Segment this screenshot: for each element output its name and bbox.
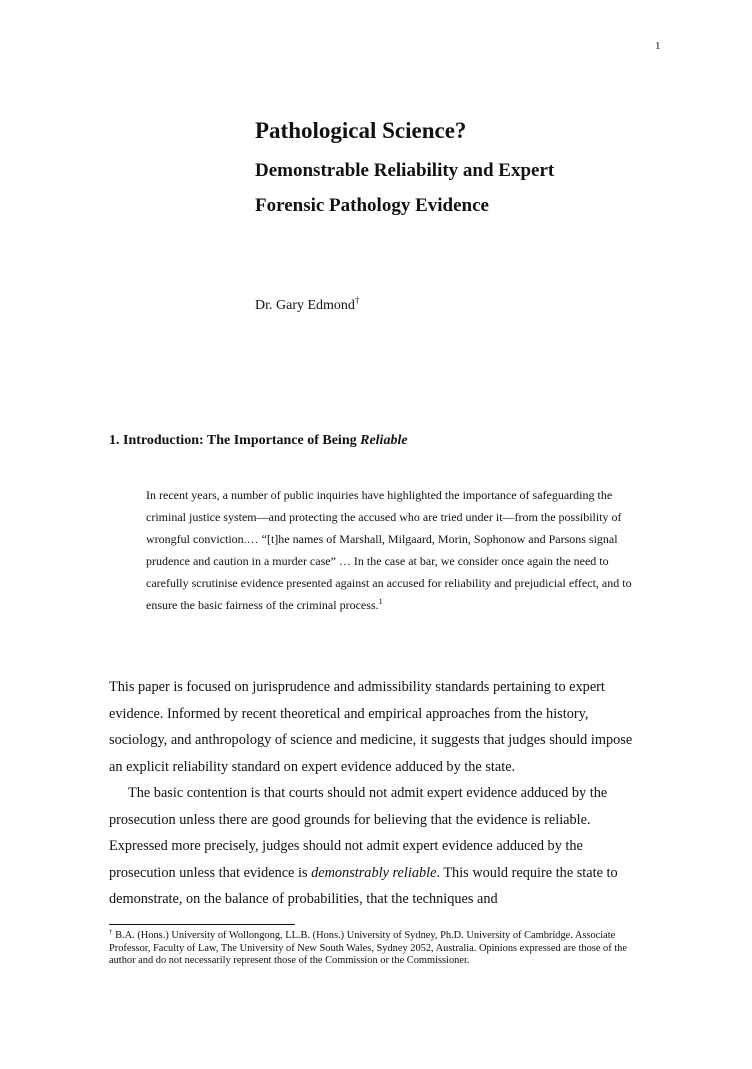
quote-footnote-marker[interactable]: 1	[378, 597, 383, 606]
body-paragraph-2	[109, 780, 649, 913]
body-paragraph-1: This paper is focused on jurisprudence and admissibility standards pertaining to expert evidence. Informed by recent theoretical and empirical approaches from the history, sociology, and anthropology of science and medicine, it suggests that judges should impose an explicit reliability standard on expert evidence adduced by the state.	[109, 679, 633, 775]
body-paragraph-2-emphasis: demonstrably reliable	[311, 864, 437, 881]
body-paragraph-2-text-a: The basic contention is that courts should not admit expert evidence adduced by the prosecution unless there are good grounds for believing that the evidence is reliable. Expressed more precisely, judges should not admit expert evidence adduced by the prosecution unless that evidence is	[109, 785, 608, 881]
author-name: Dr. Gary Edmond	[255, 298, 355, 313]
footnote-marker: †	[109, 928, 113, 936]
author-line	[255, 295, 360, 314]
quote-text: In recent years, a number of public inquiries have highlighted the importance of safeguarding the criminal justice system—and protecting the accused who are tried under it—from the possibility of wrongful conviction.… “[t]he names of Marshall, Milgaard, Morin, Sophonow and Parsons signal prudence and caution in a murder case” … In the case at bar, we consider once again the need to carefully scrutinise evidence presented against an accused for reliability and prejudicial effect, and to ensure the basic fairness of the criminal process.	[146, 488, 632, 612]
footnote-text: B.A. (Hons.) University of Wollongong, LL.B. (Hons.) University of Sydney, Ph.D. University of Cambridge. Associate Professor, Faculty of Law, The University of New South Wales, Sydney 2052, Australia. Opinions expressed are those of the author and do not necessarily represent those of the Commission or the Commissioner.	[109, 930, 627, 966]
footnote	[109, 930, 649, 968]
paper-subtitle-line-1: Demonstrable Reliability and Expert	[255, 160, 555, 181]
epigraph-quote	[146, 484, 646, 616]
section-heading-text: 1. Introduction: The Importance of Being	[109, 433, 361, 448]
body-paragraph-2-text-b: . This would require the state to demonstrate, on the balance of probabilities, that the techniques and	[109, 864, 618, 907]
paper-subtitle-line-2: Forensic Pathology Evidence	[255, 195, 489, 216]
author-footnote-marker[interactable]: †	[354, 295, 360, 305]
section-heading	[109, 433, 408, 449]
paper-title: Pathological Science?	[255, 118, 467, 143]
section-heading-italic: Reliable	[360, 433, 408, 448]
body-text	[109, 674, 649, 913]
title-block	[255, 116, 554, 223]
footnote-divider	[109, 924, 295, 925]
page-number: 1	[655, 40, 661, 52]
